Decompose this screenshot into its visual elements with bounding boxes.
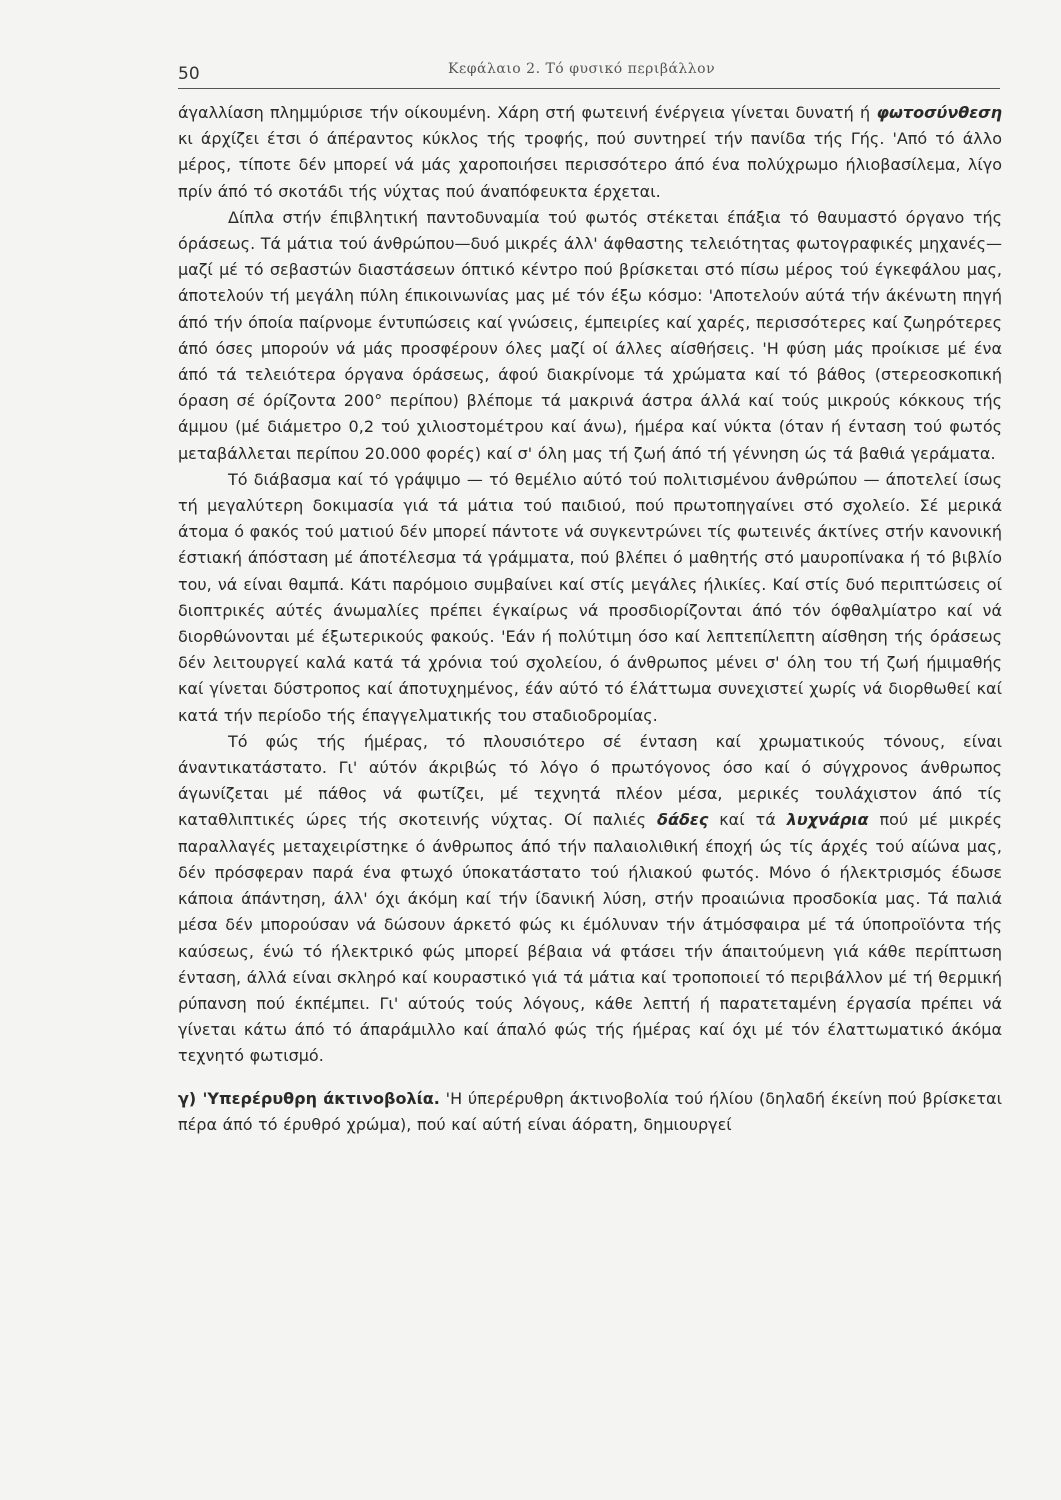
page-number: 50 (178, 64, 200, 84)
page-header (178, 58, 1000, 89)
keyword-torches: δάδες (656, 810, 709, 830)
paragraph-3: Τό διάβασμα καί τό γράψιμο — τό θεμέλιο αύτό τού πολιτισμένου άνθρώπου — άποτελεί ίσως τή μεγαλύτερη δοκιμασία γιά τά μάτια τού παιδιού, πού πρωτοπηγαίνει στό σχολείο. Σέ μερικά άτομα ό φακός τού ματιού δέν μπορεί πάντοτε νά συγκεντρώνει τίς φωτεινές άκτίνες στήν κανονική έστιακή άπόσταση μέ άποτέλεσμα τά γράμματα, πού βλέπει ό μαθητής στό μαυροπίνακα ή τό βιβλίο του, νά είναι θαμπά. Κάτι παρόμοιο συμβαίνει καί στίς μεγάλες ήλικίες. Καί στίς δυό περιπτώσεις οί διοπτρικές αύτές άνωμαλίες πρέπει έγκαίρως νά προσδιορίζονται άπό τόν όφθαλμίατρο καί νά διορθώνονται μέ έξωτερικούς φακούς. 'Εάν ή πολύτιμη όσο καί λεπτεπίλεπτη αίσθηση τής όράσεως δέν λειτουργεί καλά κατά τά χρόνια τού σχολείου, ό άνθρωπος μένει σ' όλη του τή ζωή ήμιμαθής καί γίνεται δύστροπος καί άποτυχημένος, έάν αύτό τό έλάττωμα συνεχιστεί χωρίς νά διορθωθεί καί κατά τήν περίοδο τής έπαγγελματικής του σταδιοδρομίας. (178, 469, 1003, 725)
paragraph-1: άγαλλίαση πλημμύρισε τήν οίκουμένη. Χάρη στή φωτεινή ένέργεια γίνεται δυνατή ή φωτοσύνθεση κι άρχίζει έτσι ό άπέραντος κύκλος τής τροφής, πού συντηρεί τήν πανίδα τής Γής. 'Από τό άλλο μέρος, τίποτε δέν μπορεί νά μάς χαροποιήσει περισσότερο άπό ένα πολύχρωμο ήλιοβασίλεμα, λίγο πρίν άπό τό σκοτάδι τής νύχτας πού άναπόφευκτα έρχεται. (178, 103, 1002, 201)
running-head: Κεφάλαιο 2. Τό φυσικό περιβάλλον (448, 61, 716, 77)
paragraph-5: γ) 'Υπερέρυθρη άκτινοβολία. 'Η ύπερέρυθρη άκτινοβολία τού ήλίου (δηλαδή έκείνη πού βρίσκεται πέρα άπό τό έρυθρό χρώμα), πού καί αύτή είναι άόρατη, δημιουργεί (178, 1088, 1002, 1134)
body-text (178, 100, 1002, 1138)
keyword-photosynthesis: φωτοσύνθεση (876, 103, 1002, 122)
paragraph-2: Δίπλα στήν έπιβλητική παντοδυναμία τού φωτός στέκεται έπάξια τό θαυμαστό όργανο τής όράσεως. Τά μάτια τού άνθρώπου—δυό μικρές άλλ' άφθαστης τελειότητας φωτογραφικές μηχανές—μαζί μέ τό σεβαστών διαστάσεων όπτικό κέντρο πού βρίσκεται στό πίσω μέρος τού έγκεφάλου μας, άποτελούν τή μεγάλη πύλη έπικοινωνίας μας μέ τόν έξω κόσμο: 'Αποτελούν αύτά τήν άκένωτη πηγή άπό τήν όποία παίρνομε έντυπώσεις καί γνώσεις, έμπειρίες καί χαρές, περισσότερες καί ζωηρότερες άπό όσες μπορούν νά μάς προσφέρουν όλες μαζί οί άλλες αίσθήσεις. 'Η φύση μάς προίκισε μέ ένα άπό τά τελειότερα όργανα όράσεως, άφού διακρίνομε τά χρώματα καί τό βάθος (στερεοσκοπική όραση σέ όρίζοντα 200° περίπου) βλέπομε τά μακρινά άστρα άλλά καί τούς μικρούς κόκκους τής άμμου (μέ διάμετρο 0,2 τού χιλιοστομέτρου καί άνω), ήμέρα καί νύκτα (όταν ή ένταση τού φωτός μεταβάλλεται περίπου 20.000 φορές) καί σ' όλη μας τή ζωή άπό τή γέννηση ώς τά βαθιά γεράματα. (178, 207, 1002, 463)
keyword-oil-lamps: λυχνάρια (786, 810, 869, 830)
section-heading-infrared: γ) 'Υπερέρυθρη άκτινοβολία. (178, 1088, 440, 1108)
paragraph-4: Τό φώς τής ήμέρας, τό πλουσιότερο σέ ένταση καί χρωματικούς τόνους, είναι άναντικατάστατο. Γι' αύτόν άκριβώς τό λόγο ό πρωτόγονος όσο καί ό σύγχρονος άνθρωπος άγωνίζεται μέ πάθος νά φωτίζει, μέ τεχνητά πλέον μέσα, μερικές τουλάχιστον άπό τίς καταθλιπτικές ώρες τής σκοτεινής νύχτας. Οί παλιές δάδες καί τά λυχνάρια πού μέ μικρές παραλλαγές μεταχειρίστηκε ό άνθρωπος άπό τήν παλαιολιθική έποχή ώς τίς άρχές τού αίώνα μας, δέν πρόσφεραν παρά ένα φτωχό ύποκατάστατο τού ήλιακού φωτός. Μόνο ό ήλεκτρισμός έδωσε κάποια άπάντηση, άλλ' όχι άκόμη καί τήν ίδανική λύση, στήν προαιώνια προσδοκία μας. Τά παλιά μέσα δέν μπορούσαν νά δώσουν άρκετό φώς κι έμόλυναν τήν άτμόσφαιρα μέ τά ύποπροϊόντα τής καύσεως, ένώ τό ήλεκτρικό φώς μπορεί βέβαια νά φτάσει τήν άπαιτούμενη γιά κάθε περίπτωση ένταση, άλλά είναι σκληρό καί κουραστικό γιά τά μάτια καί τροποποιεί τό περιβάλλον μέ τή θερμική ρύπανση πού έκπέμπει. Γι' αύτούς τούς λόγους, κάθε λεπτή ή παρατεταμένη έργασία πρέπει νά γίνεται κάτω άπό τό άπαράμιλλο καί άπαλό φώς τής ήμέρας καί όχι μέ τόν έλαττωματικό άκόμα τεχνητό φωτισμό. (178, 731, 1003, 1066)
